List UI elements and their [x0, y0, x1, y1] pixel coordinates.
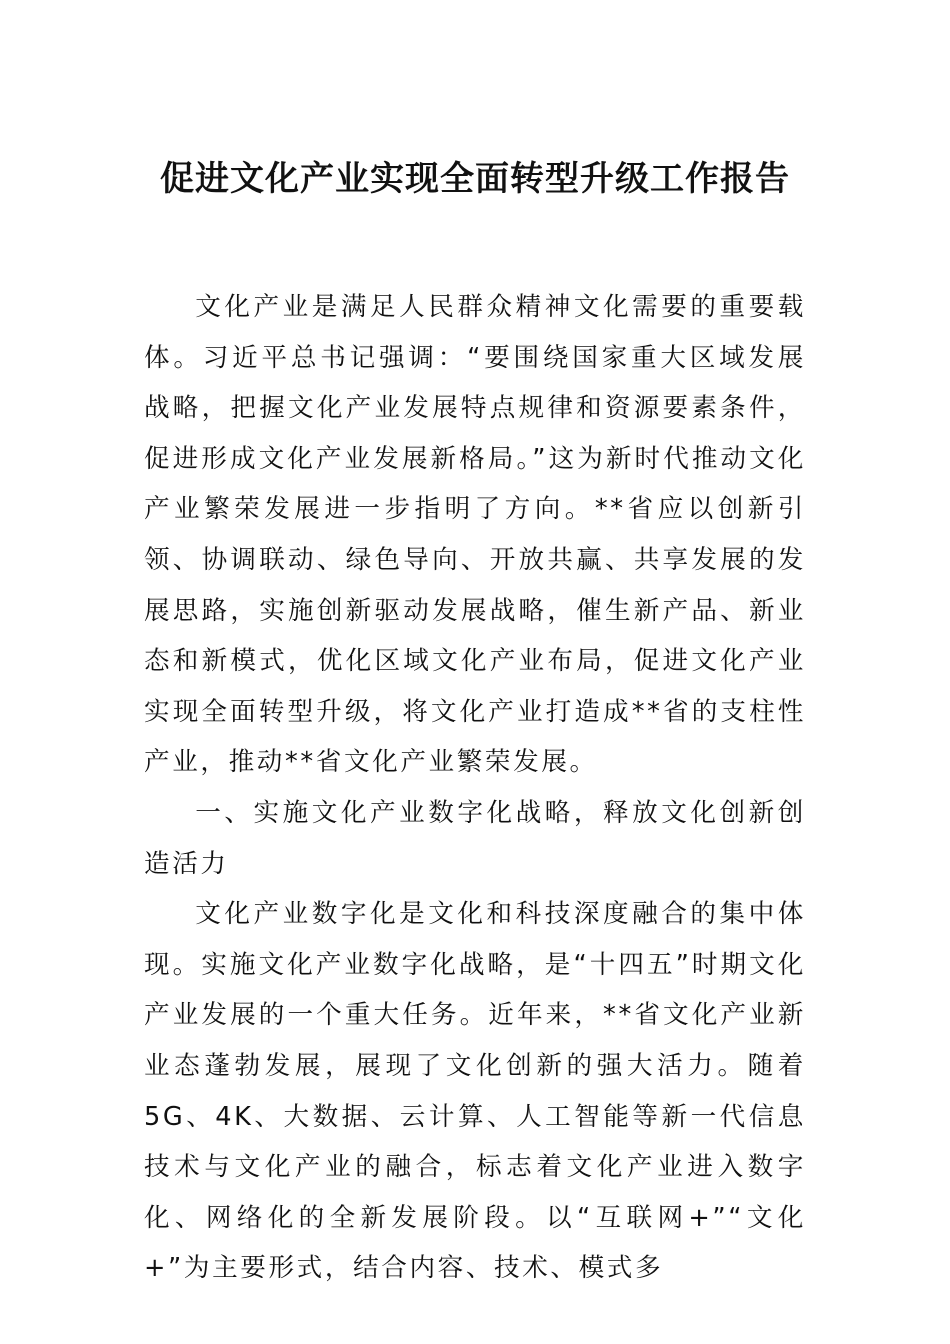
document-title: 促进文化产业实现全面转型升级工作报告 — [160, 159, 790, 199]
paragraph-intro: 文化产业是满足人民群众精神文化需要的重要载体。习近平总书记强调：“要围绕国家重大区域发展战略，把握文化产业发展特点规律和资源要素条件，促进形成文化产业发展新格局。”这为新时代推动文化产业繁荣发展进一步指明了方向。**省应以创新引领、协调联动、绿色导向、开放共赢、共享发展的发展思路，实施创新驱动发展战略，催生新产品、新业态和新模式，优化区域文化产业布局，促进文化产业实现全面转型升级，将文化产业打造成**省的支柱性产业，推动**省文化产业繁荣发展。 — [144, 292, 806, 778]
section-heading-1: 一、实施文化产业数字化战略，释放文化创新创造活力 — [144, 797, 806, 879]
paragraph-section-1: 文化产业数字化是文化和科技深度融合的集中体现。实施文化产业数字化战略，是“十四五”时期文化产业发展的一个重大任务。近年来，**省文化产业新业态蓬勃发展，展现了文化创新的强大活力。随着 5G、4K、大数据、云计算、人工智能等新一代信息技术与文化产业的融合，标志着文化产业进入数字化、网络化的全新发展阶段。以“互联网+”“文化+”为主要形式，结合内容、技术、模式多 — [144, 899, 806, 1284]
document-body — [144, 282, 806, 1294]
